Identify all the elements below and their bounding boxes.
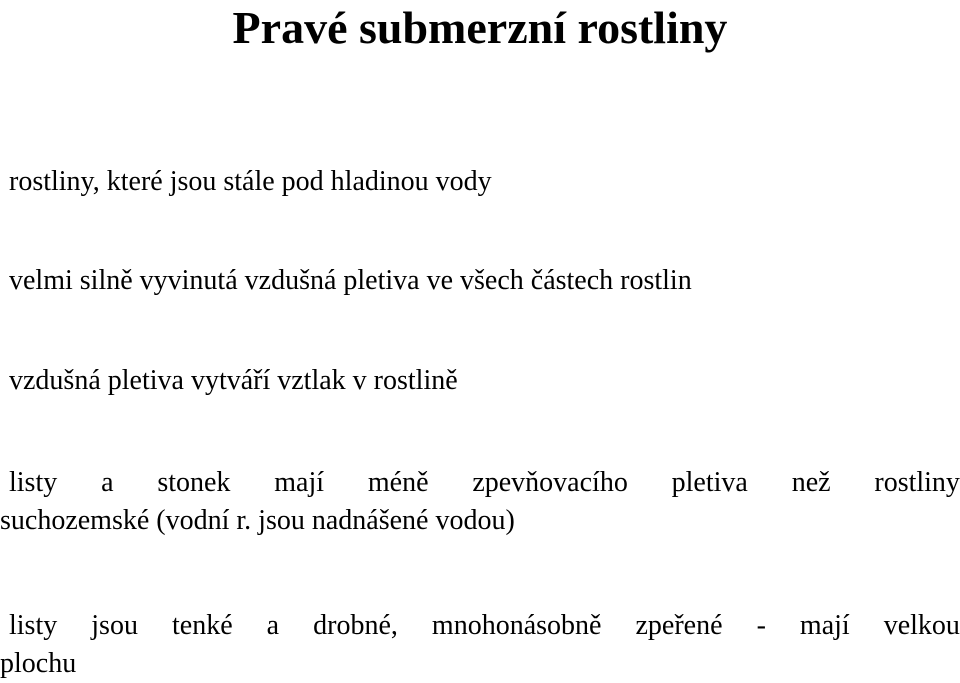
bullet-item-5-line-1 bbox=[0, 607, 960, 645]
word: mají bbox=[274, 467, 325, 498]
bullet-item-4-line-1 bbox=[0, 464, 960, 502]
word: mnohonásobně bbox=[431, 610, 602, 641]
word: pletiva bbox=[671, 467, 748, 498]
word: stonek bbox=[157, 467, 231, 498]
word: listy bbox=[9, 610, 58, 641]
word: zpeřené bbox=[635, 610, 723, 641]
word: a bbox=[266, 610, 280, 641]
bullet-item-4-line-2: suchozemské (vodní r. jsou nadnášené vodou) bbox=[0, 505, 515, 536]
word: méně bbox=[367, 467, 429, 498]
bullet-item-1: rostliny, které jsou stále pod hladinou vody bbox=[9, 166, 492, 197]
word: než bbox=[791, 467, 831, 498]
word: a bbox=[101, 467, 114, 498]
word: zpevňovacího bbox=[472, 467, 628, 498]
bullet-item-3: vzdušná pletiva vytváří vztlak v rostlině bbox=[9, 365, 458, 396]
bullet-item-5 bbox=[0, 607, 960, 683]
word: mají bbox=[799, 610, 850, 641]
word: listy bbox=[9, 467, 58, 498]
word: velkou bbox=[883, 610, 960, 641]
word: drobné, bbox=[313, 610, 398, 641]
bullet-item-4 bbox=[0, 464, 960, 540]
bullet-item-5-line-2: plochu bbox=[0, 648, 77, 679]
word: rostliny bbox=[874, 467, 960, 498]
word: tenké bbox=[171, 610, 233, 641]
bullet-item-2: velmi silně vyvinutá vzdušná pletiva ve všech částech rostlin bbox=[9, 265, 692, 296]
word: jsou bbox=[91, 610, 138, 641]
word: - bbox=[756, 610, 766, 641]
page-title: Pravé submerzní rostliny bbox=[232, 2, 728, 53]
